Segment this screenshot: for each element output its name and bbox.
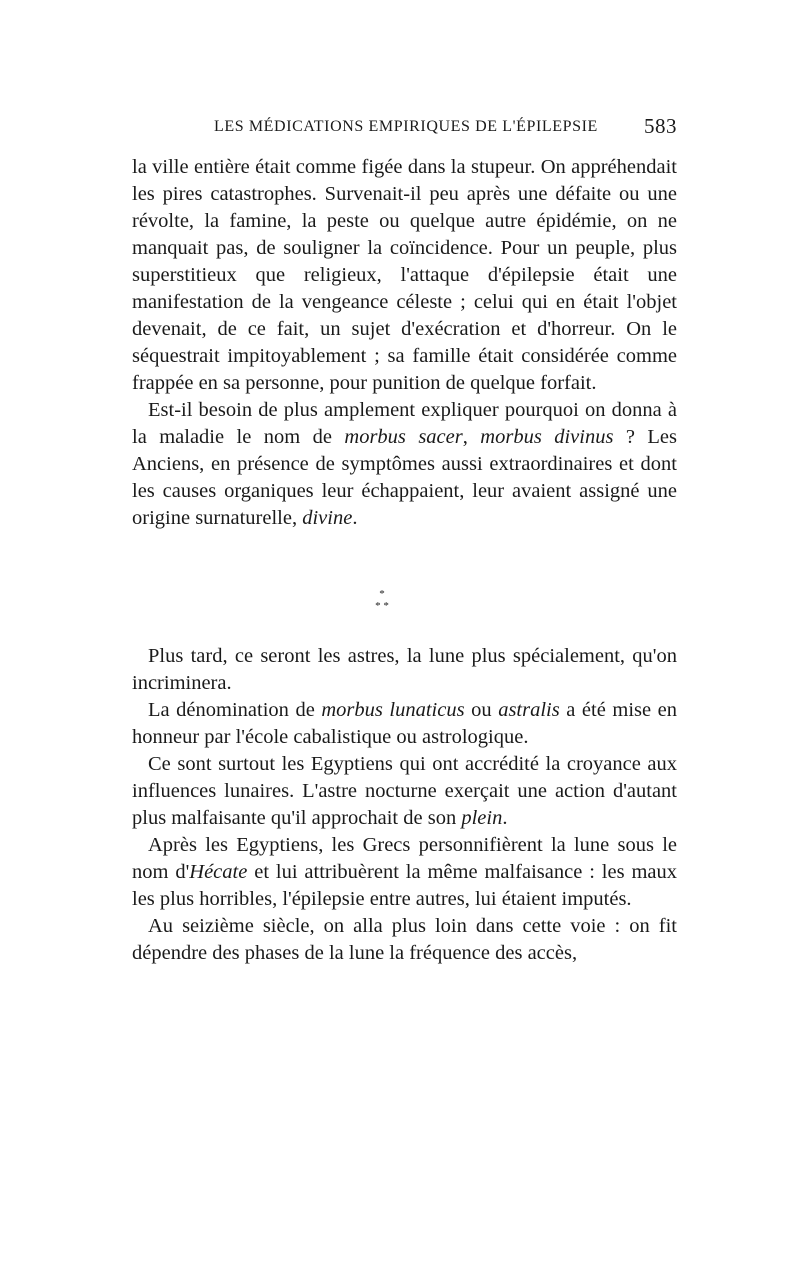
asterism-top-star: * (379, 588, 385, 600)
paragraph-text: et lui attribuèrent la même malfaisance : les maux les plus horribles, l'épilepsie entre autres, lui étaient imputés. (132, 861, 678, 910)
paragraph-text: La dénomination de (148, 699, 322, 721)
paragraph-astres (132, 643, 677, 697)
paragraph-text: a été mise en honneur par l'école cabalistique ou astrologique. (132, 699, 677, 748)
paragraph-text: la ville entière était comme figée dans la stupeur. On appréhendait les pires catastrophes. Survenait-il peu après une défaite ou une révolte, la famine, la peste ou quelque autre épidémie, on ne manquait pas, de souligner la coïncidence. Pour un peuple, plus superstitieux que religieux, l'attaque d'épilepsie était une manifestation de la vengeance céleste ; celui qui en était l'objet devenait, de ce fait, un sujet d'exécration et d'horreur. On le séquestrait impitoyablement ; sa famille était considérée comme frappée en sa personne, pour punition de quelque forfait. (132, 156, 677, 394)
asterism-bottom-stars: * * (375, 600, 389, 612)
paragraph-text: , (462, 426, 481, 448)
page-number: 583 (644, 114, 677, 138)
paragraph-text: ? Les Anciens, en présence de symptômes aussi extraordinaires et dont les causes organiques leur échappaient, leur avaient assigné une origine surnaturelle, (132, 426, 677, 529)
running-title: LES MÉDICATIONS EMPIRIQUES DE L'ÉPILEPSIE (214, 118, 598, 135)
paragraph-grecs (132, 832, 677, 913)
italic-term: plein (461, 807, 503, 829)
italic-term: morbus sacer (344, 426, 463, 448)
text-block-before-break (132, 154, 677, 532)
paragraph-text: . (352, 507, 358, 529)
running-header (132, 116, 677, 140)
paragraph-egyptiens (132, 751, 677, 832)
paragraph-continuation (132, 154, 677, 397)
paragraph-text: Après les Egyptiens, les Grecs personnifièrent la lune sous le nom d' (132, 834, 677, 883)
paragraph-text: Au seizième siècle, on alla plus loin dans cette voie : on fit dépendre des phases de la lune la fréquence des accès, (132, 915, 677, 964)
paragraph-text: . (502, 807, 508, 829)
text-block-after-break (132, 643, 677, 967)
italic-term: morbus divinus (480, 426, 614, 448)
italic-term: Hécate (189, 861, 248, 883)
paragraph-text: ou (464, 699, 499, 721)
paragraph-text: Plus tard, ce seront les astres, la lune plus spécialement, qu'on incriminera. (132, 645, 677, 694)
paragraph-text: Ce sont surtout les Egyptiens qui ont accrédité la croyance aux influences lunaires. L'astre nocturne exerçait une action d'autant plus malfaisante qu'il approchait de son (132, 753, 677, 829)
section-break-asterism (360, 588, 404, 618)
paragraph-denomination (132, 697, 677, 751)
paragraph-seizieme-siecle (132, 913, 677, 967)
paragraph-text: Est-il besoin de plus amplement expliquer pourquoi on donna à la maladie le nom de (132, 399, 677, 448)
italic-term: morbus lunaticus (321, 699, 465, 721)
paragraph-morbus-sacer (132, 397, 677, 532)
italic-term: astralis (498, 699, 560, 721)
italic-term: divine (302, 507, 353, 529)
